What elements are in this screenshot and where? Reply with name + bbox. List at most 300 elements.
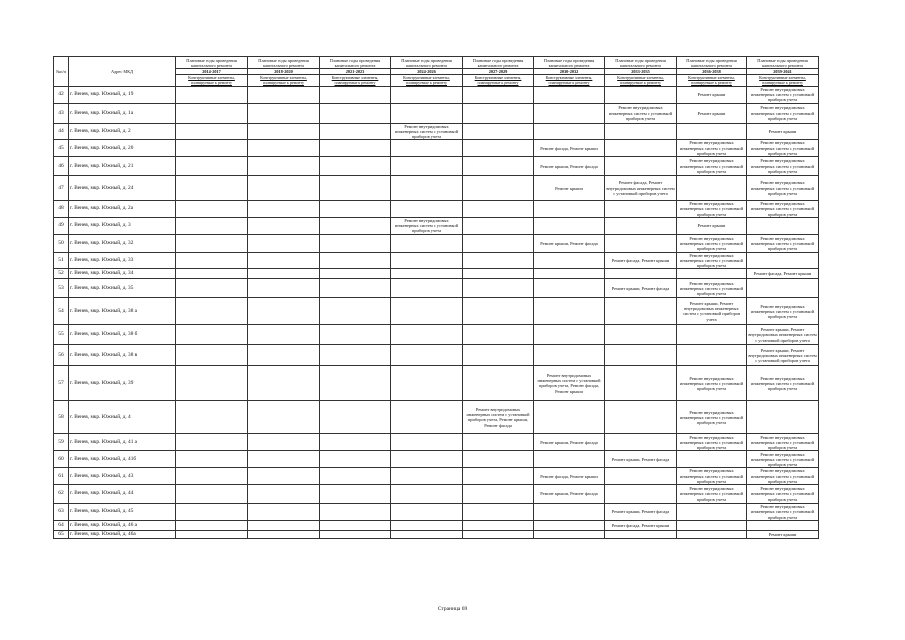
col-header-period: Плановые годы проведения капитального ремонта 2021-2023 bbox=[320, 57, 391, 75]
work-cell bbox=[320, 298, 391, 325]
work-cell bbox=[605, 468, 677, 485]
row-number: 56 bbox=[54, 345, 69, 366]
col-header-period: Плановые годы проведения капитального ремонта 2027-2029 bbox=[463, 57, 534, 75]
work-cell: Ремонт внутридомовых инженерных систем с установкой приборов учета bbox=[677, 234, 747, 252]
work-cell bbox=[463, 504, 534, 521]
work-cell bbox=[463, 345, 534, 366]
table-row bbox=[54, 485, 819, 504]
work-cell bbox=[534, 521, 605, 531]
work-cell: Ремонт крыши, Ремонт внутридомовых инженерных систем с установкой приборов учета bbox=[747, 325, 819, 345]
work-cell bbox=[391, 485, 463, 504]
work-cell bbox=[605, 201, 677, 218]
row-address: г. Венев, мкр. Южный, д. 38 в bbox=[69, 345, 176, 366]
row-address: г. Венев, мкр. Южный, д. 34 bbox=[69, 269, 176, 279]
row-address: г. Венев, мкр. Южный, д. 32 bbox=[69, 234, 176, 252]
work-cell bbox=[605, 366, 677, 401]
table-row bbox=[54, 345, 819, 366]
row-number: 53 bbox=[54, 279, 69, 298]
table-row bbox=[54, 504, 819, 521]
work-cell bbox=[391, 366, 463, 401]
work-cell bbox=[605, 485, 677, 504]
work-cell bbox=[176, 123, 248, 140]
work-cell: Ремонт внутридомовых инженерных систем с установкой приборов учета bbox=[391, 123, 463, 140]
work-cell bbox=[463, 434, 534, 451]
work-cell bbox=[248, 234, 320, 252]
work-cell bbox=[248, 298, 320, 325]
work-cell: Ремонт внутридомовых инженерных систем с установкой приборов учета bbox=[747, 157, 819, 176]
work-cell: Ремонт крыши, Ремонт фасада bbox=[534, 157, 605, 176]
row-address: г. Венев, мкр. Южный, д. 1а bbox=[69, 103, 176, 123]
table-row bbox=[54, 252, 819, 269]
work-cell bbox=[677, 269, 747, 279]
work-cell bbox=[747, 279, 819, 298]
work-cell bbox=[605, 123, 677, 140]
col-header-period: Плановые годы проведения капитального ремонта 2039-2041 bbox=[747, 57, 819, 75]
work-cell bbox=[605, 217, 677, 234]
header-row-periods bbox=[54, 57, 819, 75]
work-cell bbox=[391, 252, 463, 269]
work-cell bbox=[463, 521, 534, 531]
work-cell bbox=[391, 234, 463, 252]
work-cell bbox=[248, 201, 320, 218]
work-cell: Ремонт крыши, Ремонт внутридомовых инженерных систем с установкой приборов учета bbox=[747, 345, 819, 366]
work-cell bbox=[248, 176, 320, 201]
work-cell bbox=[248, 252, 320, 269]
row-number: 63 bbox=[54, 504, 69, 521]
work-cell bbox=[463, 485, 534, 504]
work-cell bbox=[677, 123, 747, 140]
work-cell bbox=[534, 345, 605, 366]
work-cell bbox=[176, 176, 248, 201]
work-cell bbox=[391, 279, 463, 298]
work-cell: Ремонт внутридомовых инженерных систем с установкой приборов учета bbox=[747, 234, 819, 252]
work-cell bbox=[605, 325, 677, 345]
table-row bbox=[54, 217, 819, 234]
work-cell bbox=[391, 401, 463, 434]
row-address: г. Венев, мкр. Южный, д. 38 а bbox=[69, 298, 176, 325]
work-cell bbox=[463, 123, 534, 140]
col-header-period: Плановые годы проведения капитального ремонта 2018-2020 bbox=[248, 57, 320, 75]
work-cell bbox=[391, 176, 463, 201]
work-cell: Ремонт внутридомовых инженерных систем с установкой приборов учета bbox=[677, 201, 747, 218]
row-address: г. Венев, мкр. Южный, д. 39 bbox=[69, 366, 176, 401]
work-cell bbox=[534, 252, 605, 269]
table-row bbox=[54, 401, 819, 434]
row-number: 44 bbox=[54, 123, 69, 140]
row-number: 47 bbox=[54, 176, 69, 201]
work-cell bbox=[463, 252, 534, 269]
table-row bbox=[54, 103, 819, 123]
work-cell bbox=[176, 451, 248, 468]
work-cell bbox=[677, 451, 747, 468]
work-cell bbox=[248, 504, 320, 521]
work-cell bbox=[463, 157, 534, 176]
row-number: 49 bbox=[54, 217, 69, 234]
table-row bbox=[54, 325, 819, 345]
work-cell: Ремонт внутридомовых инженерных систем с установкой приборов учета bbox=[747, 434, 819, 451]
work-cell: Ремонт крыши, Ремонт фасада bbox=[534, 434, 605, 451]
row-address: г. Венев, мкр. Южный, д. 24 bbox=[69, 176, 176, 201]
col-header-period: Плановые годы проведения капитального ремонта 2014-2017 bbox=[176, 57, 248, 75]
work-cell: Ремонт внутридомовых инженерных систем с установкой приборов учета bbox=[677, 401, 747, 434]
work-cell bbox=[747, 521, 819, 531]
work-cell bbox=[176, 279, 248, 298]
row-address: г. Венев, мкр. Южный, д. 33 bbox=[69, 252, 176, 269]
work-cell bbox=[248, 366, 320, 401]
work-cell bbox=[391, 468, 463, 485]
row-address: г. Венев, мкр. Южный, д. 35 bbox=[69, 279, 176, 298]
work-cell bbox=[176, 434, 248, 451]
row-number: 64 bbox=[54, 521, 69, 531]
work-cell: Ремонт внутридомовых инженерных систем с установкой приборов учета bbox=[747, 504, 819, 521]
work-cell bbox=[176, 401, 248, 434]
work-cell bbox=[320, 366, 391, 401]
work-cell bbox=[605, 157, 677, 176]
work-cell bbox=[391, 504, 463, 521]
row-address: г. Венев, мкр. Южный, д. 43 bbox=[69, 468, 176, 485]
work-cell: Ремонт внутридомовых инженерных систем с установкой приборов учета bbox=[747, 201, 819, 218]
work-cell bbox=[248, 468, 320, 485]
work-cell bbox=[176, 103, 248, 123]
table-body bbox=[54, 87, 819, 539]
work-cell bbox=[320, 123, 391, 140]
work-cell: Ремонт крыши bbox=[534, 176, 605, 201]
work-cell bbox=[176, 157, 248, 176]
work-cell: Ремонт внутридомовых инженерных систем с установкой приборов учета bbox=[677, 485, 747, 504]
work-cell: Ремонт внутридомовых инженерных систем с установкой приборов учета bbox=[747, 298, 819, 325]
work-cell bbox=[248, 325, 320, 345]
row-address: г. Венев, мкр. Южный, д. 44 bbox=[69, 485, 176, 504]
row-number: 59 bbox=[54, 434, 69, 451]
work-cell bbox=[320, 468, 391, 485]
col-subheader: Конструктивные элементы, планируемые к ремонту bbox=[463, 75, 534, 87]
row-number: 43 bbox=[54, 103, 69, 123]
work-cell bbox=[605, 234, 677, 252]
table-row bbox=[54, 140, 819, 157]
row-address: г. Венев, мкр. Южный, д. 21 bbox=[69, 157, 176, 176]
work-cell bbox=[534, 504, 605, 521]
work-cell bbox=[320, 279, 391, 298]
work-cell bbox=[747, 217, 819, 234]
page-number: Страница 69 bbox=[437, 606, 468, 612]
work-cell bbox=[463, 366, 534, 401]
work-cell bbox=[176, 485, 248, 504]
row-number: 55 bbox=[54, 325, 69, 345]
col-subheader: Конструктивные элементы, планируемые к ремонту bbox=[391, 75, 463, 87]
work-cell: Ремонт фасада, Ремонт крыши bbox=[747, 269, 819, 279]
row-address: г. Венев, мкр. Южный, д. 2а bbox=[69, 201, 176, 218]
work-cell bbox=[248, 87, 320, 104]
row-address: г. Венев, мкр. Южный, д. 20 bbox=[69, 140, 176, 157]
work-cell bbox=[320, 176, 391, 201]
work-cell: Ремонт внутридомовых инженерных систем с установкой приборов учета bbox=[391, 217, 463, 234]
work-cell bbox=[391, 325, 463, 345]
work-cell: Ремонт крыши, Ремонт фасада bbox=[605, 279, 677, 298]
work-cell bbox=[176, 269, 248, 279]
work-cell bbox=[534, 531, 605, 539]
work-cell bbox=[605, 434, 677, 451]
row-address: г. Венев, мкр. Южный, д. 41 а bbox=[69, 434, 176, 451]
work-cell bbox=[534, 87, 605, 104]
work-cell: Ремонт внутридомовых инженерных систем с установкой приборов учета bbox=[747, 103, 819, 123]
work-cell bbox=[248, 485, 320, 504]
work-cell bbox=[320, 401, 391, 434]
work-cell bbox=[463, 201, 534, 218]
row-number: 60 bbox=[54, 451, 69, 468]
work-cell: Ремонт внутридомовых инженерных систем с установкой приборов учета bbox=[677, 252, 747, 269]
table-row bbox=[54, 451, 819, 468]
work-cell: Ремонт крыши bbox=[677, 103, 747, 123]
work-cell bbox=[391, 157, 463, 176]
work-cell bbox=[248, 279, 320, 298]
work-cell bbox=[605, 531, 677, 539]
col-header-number: №п/п bbox=[54, 57, 69, 87]
row-address: г. Венев, мкр. Южный, д. 46а bbox=[69, 531, 176, 539]
work-cell: Ремонт фасада, Ремонт крыши bbox=[534, 468, 605, 485]
work-cell bbox=[320, 87, 391, 104]
work-cell: Ремонт крыши bbox=[747, 531, 819, 539]
work-cell bbox=[534, 401, 605, 434]
work-cell bbox=[320, 252, 391, 269]
work-cell: Ремонт крыши, Ремонт фасада bbox=[605, 451, 677, 468]
work-cell bbox=[463, 103, 534, 123]
row-address: г. Венев, мкр. Южный, д. 3 bbox=[69, 217, 176, 234]
row-number: 54 bbox=[54, 298, 69, 325]
work-cell: Ремонт крыши, Ремонт фасада bbox=[534, 485, 605, 504]
row-address: г. Венев, мкр. Южный, д. 19 bbox=[69, 87, 176, 104]
work-cell bbox=[320, 345, 391, 366]
col-subheader: Конструктивные элементы, планируемые к ремонту bbox=[677, 75, 747, 87]
work-cell bbox=[391, 140, 463, 157]
col-subheader: Конструктивные элементы, планируемые к ремонту bbox=[605, 75, 677, 87]
work-cell bbox=[677, 345, 747, 366]
work-cell bbox=[391, 521, 463, 531]
work-cell bbox=[605, 87, 677, 104]
work-cell: Ремонт внутридомовых инженерных систем с установкой приборов учета bbox=[747, 87, 819, 104]
work-cell: Ремонт фасада, Ремонт крыши bbox=[534, 140, 605, 157]
work-cell bbox=[534, 123, 605, 140]
work-cell bbox=[605, 298, 677, 325]
work-cell: Ремонт крыши bbox=[677, 217, 747, 234]
work-cell: Ремонт внутридомовых инженерных систем с установкой приборов учета bbox=[677, 468, 747, 485]
work-cell bbox=[391, 531, 463, 539]
row-number: 65 bbox=[54, 531, 69, 539]
work-cell bbox=[391, 298, 463, 325]
work-cell bbox=[176, 521, 248, 531]
col-header-period: Плановые годы проведения капитального ремонта 2030-2032 bbox=[534, 57, 605, 75]
row-number: 48 bbox=[54, 201, 69, 218]
work-cell bbox=[677, 325, 747, 345]
table-row bbox=[54, 531, 819, 539]
work-cell bbox=[176, 140, 248, 157]
table-row bbox=[54, 201, 819, 218]
col-subheader: Конструктивные элементы, планируемые к ремонту bbox=[534, 75, 605, 87]
work-cell: Ремонт внутридомовых инженерных систем с установкой приборов учета bbox=[677, 157, 747, 176]
work-cell bbox=[534, 298, 605, 325]
work-cell bbox=[605, 345, 677, 366]
table-row bbox=[54, 176, 819, 201]
row-number: 45 bbox=[54, 140, 69, 157]
table-row bbox=[54, 279, 819, 298]
work-cell bbox=[248, 401, 320, 434]
work-cell bbox=[176, 325, 248, 345]
col-header-period: Плановые годы проведения капитального ремонта 2033-2035 bbox=[605, 57, 677, 75]
work-cell bbox=[176, 345, 248, 366]
work-cell bbox=[248, 521, 320, 531]
work-cell bbox=[320, 140, 391, 157]
work-cell bbox=[320, 103, 391, 123]
work-cell bbox=[747, 401, 819, 434]
work-cell bbox=[677, 531, 747, 539]
col-header-period: Плановые годы проведения капитального ремонта 2024-2026 bbox=[391, 57, 463, 75]
table-row bbox=[54, 521, 819, 531]
work-cell bbox=[463, 234, 534, 252]
table-row bbox=[54, 434, 819, 451]
work-cell bbox=[320, 434, 391, 451]
work-cell bbox=[534, 103, 605, 123]
work-cell: Ремонт крыши bbox=[677, 87, 747, 104]
work-cell bbox=[463, 140, 534, 157]
work-cell bbox=[463, 531, 534, 539]
work-cell: Ремонт внутридомовых инженерных систем с установкой приборов учета bbox=[747, 140, 819, 157]
work-cell bbox=[176, 298, 248, 325]
row-address: г. Венев, мкр. Южный, д. 45 bbox=[69, 504, 176, 521]
row-number: 58 bbox=[54, 401, 69, 434]
work-cell bbox=[176, 531, 248, 539]
work-cell bbox=[320, 157, 391, 176]
work-cell bbox=[534, 217, 605, 234]
work-cell bbox=[463, 451, 534, 468]
work-cell: Ремонт внутридомовых инженерных систем с установкой приборов учета bbox=[677, 140, 747, 157]
work-cell bbox=[463, 279, 534, 298]
work-cell bbox=[320, 451, 391, 468]
work-cell bbox=[176, 468, 248, 485]
work-cell: Ремонт внутридомовых инженерных систем с установкой приборов учета bbox=[677, 434, 747, 451]
work-cell: Ремонт внутридомовых инженерных систем с установкой приборов учета bbox=[605, 103, 677, 123]
work-cell: Ремонт внутридомовых инженерных систем с установкой приборов учета, Ремонт фасада, Ремонт крыши bbox=[534, 366, 605, 401]
work-cell: Ремонт крыши, Ремонт фасада bbox=[534, 234, 605, 252]
row-number: 57 bbox=[54, 366, 69, 401]
work-cell bbox=[463, 87, 534, 104]
table-row bbox=[54, 366, 819, 401]
work-cell bbox=[248, 103, 320, 123]
work-cell: Ремонт крыши, Ремонт фасада bbox=[605, 504, 677, 521]
row-number: 50 bbox=[54, 234, 69, 252]
col-subheader: Конструктивные элементы, планируемые к ремонту bbox=[248, 75, 320, 87]
table-row bbox=[54, 269, 819, 279]
row-address: г. Венев, мкр. Южный, д. 2 bbox=[69, 123, 176, 140]
work-cell bbox=[677, 176, 747, 201]
work-cell: Ремонт крыши, Ремонт внутридомовых инженерных систем с установкой приборов учета bbox=[677, 298, 747, 325]
work-cell bbox=[248, 451, 320, 468]
work-cell bbox=[534, 325, 605, 345]
table-row bbox=[54, 298, 819, 325]
table-row bbox=[54, 87, 819, 104]
work-cell: Ремонт фасада, Ремонт крыши bbox=[605, 521, 677, 531]
work-cell bbox=[320, 531, 391, 539]
work-cell bbox=[391, 103, 463, 123]
work-cell: Ремонт внутридомовых инженерных систем с установкой приборов учета bbox=[677, 279, 747, 298]
work-cell: Ремонт внутридомовых инженерных систем с установкой приборов учета bbox=[747, 451, 819, 468]
work-cell bbox=[320, 217, 391, 234]
work-cell bbox=[605, 269, 677, 279]
work-cell bbox=[463, 325, 534, 345]
work-cell: Ремонт внутридомовых инженерных систем с установкой приборов учета bbox=[747, 366, 819, 401]
work-cell bbox=[248, 140, 320, 157]
work-cell bbox=[320, 269, 391, 279]
work-cell bbox=[176, 234, 248, 252]
work-cell: Ремонт внутридомовых инженерных систем с установкой приборов учета bbox=[677, 366, 747, 401]
table-row bbox=[54, 234, 819, 252]
work-cell: Ремонт фасада, Ремонт внутридомовых инженерных систем с установкой приборов учета bbox=[605, 176, 677, 201]
work-cell bbox=[176, 217, 248, 234]
work-cell bbox=[248, 531, 320, 539]
table-row bbox=[54, 123, 819, 140]
work-cell bbox=[391, 201, 463, 218]
work-cell bbox=[463, 298, 534, 325]
work-cell bbox=[391, 87, 463, 104]
work-cell bbox=[248, 157, 320, 176]
work-cell bbox=[677, 521, 747, 531]
work-cell bbox=[605, 401, 677, 434]
work-cell bbox=[463, 176, 534, 201]
work-cell bbox=[534, 279, 605, 298]
work-cell: Ремонт внутридомовых инженерных систем с установкой приборов учета bbox=[747, 485, 819, 504]
row-number: 61 bbox=[54, 468, 69, 485]
work-cell: Ремонт крыши bbox=[747, 123, 819, 140]
row-number: 62 bbox=[54, 485, 69, 504]
row-address: г. Венев, мкр. Южный, д. 38 б bbox=[69, 325, 176, 345]
work-cell bbox=[391, 434, 463, 451]
work-cell bbox=[320, 234, 391, 252]
work-cell bbox=[248, 434, 320, 451]
row-number: 46 bbox=[54, 157, 69, 176]
work-cell bbox=[176, 201, 248, 218]
work-cell bbox=[605, 140, 677, 157]
work-cell: Ремонт внутридомовых инженерных систем с установкой приборов учета bbox=[747, 468, 819, 485]
work-cell bbox=[391, 451, 463, 468]
work-cell: Ремонт фасада, Ремонт крыши bbox=[605, 252, 677, 269]
table-row bbox=[54, 468, 819, 485]
work-cell bbox=[320, 325, 391, 345]
row-number: 52 bbox=[54, 269, 69, 279]
work-cell bbox=[176, 87, 248, 104]
row-address: г. Венев, мкр. Южный, д. 41б bbox=[69, 451, 176, 468]
work-cell bbox=[391, 345, 463, 366]
work-cell bbox=[248, 345, 320, 366]
work-cell bbox=[176, 252, 248, 269]
work-cell bbox=[463, 217, 534, 234]
work-cell: Ремонт внутридомовых инженерных систем с установкой приборов учета, Ремонт крыши, Ремонт фасада bbox=[463, 401, 534, 434]
work-cell bbox=[320, 485, 391, 504]
col-header-period: Плановые годы проведения капитального ремонта 2036-2038 bbox=[677, 57, 747, 75]
row-address: г. Венев, мкр. Южный, д. 46 а bbox=[69, 521, 176, 531]
row-number: 51 bbox=[54, 252, 69, 269]
work-cell bbox=[747, 252, 819, 269]
work-cell bbox=[463, 468, 534, 485]
table-row bbox=[54, 157, 819, 176]
work-cell bbox=[176, 366, 248, 401]
work-cell bbox=[534, 201, 605, 218]
work-cell bbox=[463, 269, 534, 279]
work-cell bbox=[320, 504, 391, 521]
work-cell bbox=[248, 123, 320, 140]
col-header-address: Адрес МКД bbox=[69, 57, 176, 87]
row-number: 42 bbox=[54, 87, 69, 104]
work-cell: Ремонт внутридомовых инженерных систем с установкой приборов учета bbox=[747, 176, 819, 201]
work-cell bbox=[248, 269, 320, 279]
col-subheader: Конструктивные элементы, планируемые к ремонту bbox=[320, 75, 391, 87]
